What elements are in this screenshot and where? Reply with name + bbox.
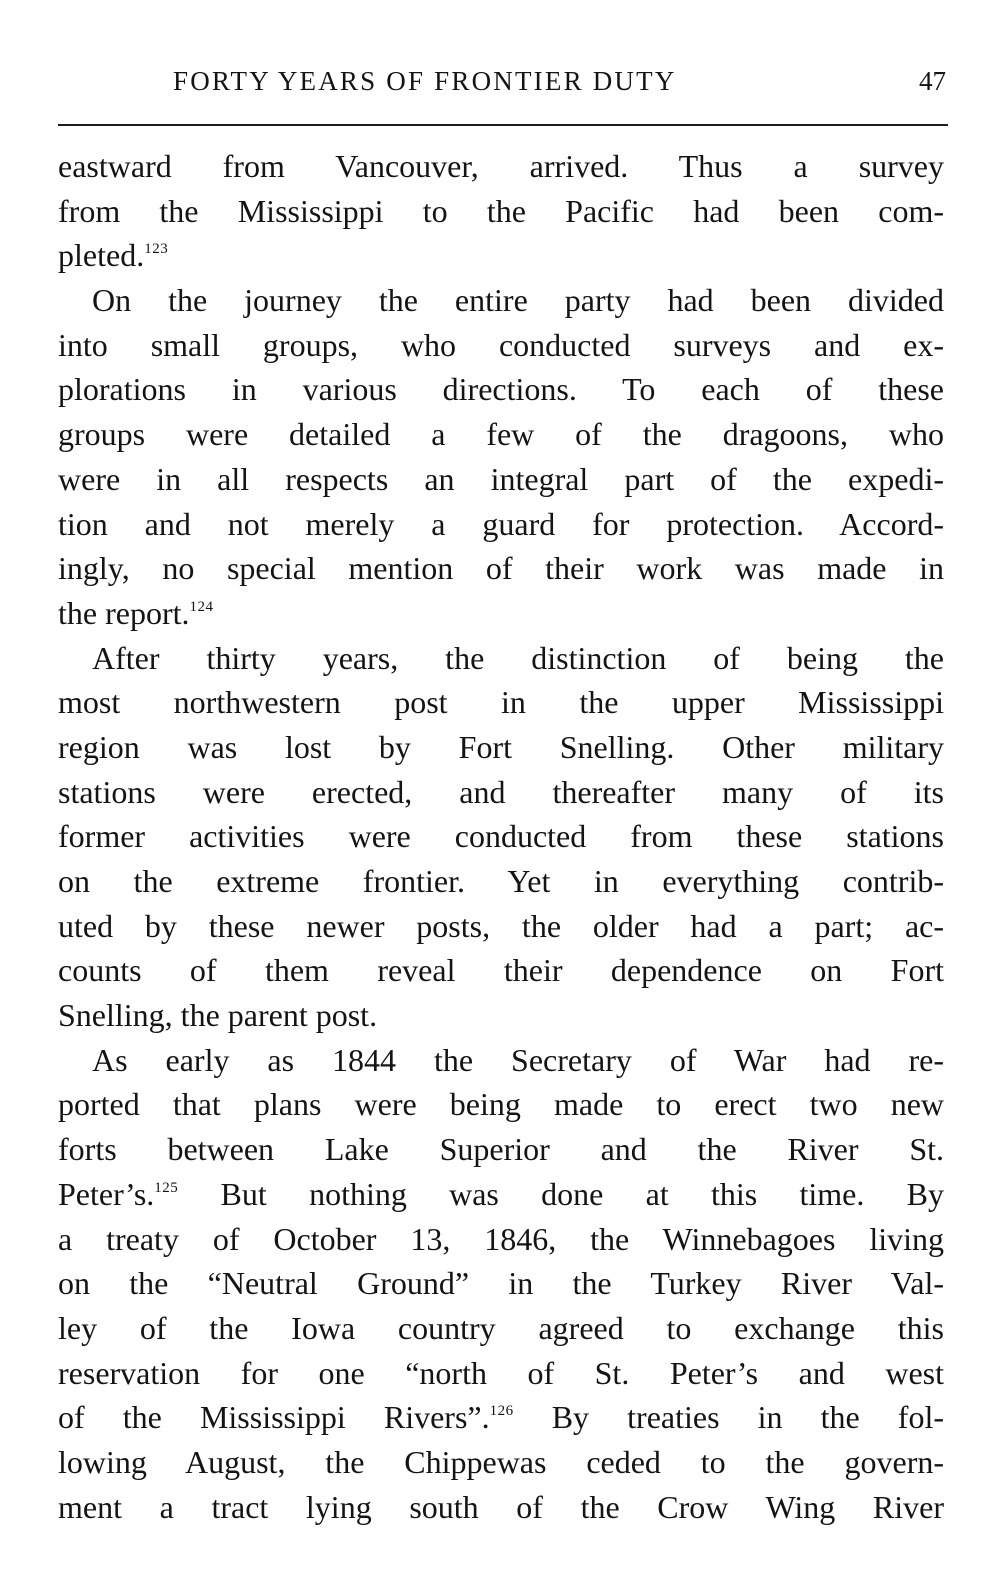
running-head [58, 66, 948, 106]
text-line: counts of them reveal their dependence on Fort [58, 952, 944, 989]
text-line: As early as 1844 the Secretary of War had re- [92, 1041, 944, 1078]
text-line: most northwestern post in the upper Mississippi [58, 684, 944, 721]
text-line [58, 591, 944, 636]
text-line: Snelling, the parent post. [58, 997, 378, 1034]
text-line: uted by these newer posts, the older had a part; ac- [58, 907, 944, 944]
text-line: stations were erected, and thereafter many of its [58, 773, 944, 810]
header-rule [58, 124, 948, 126]
footnote-ref-124: 124 [189, 598, 214, 615]
text-line [58, 233, 944, 278]
text-line [58, 1395, 944, 1440]
text-line: On the journey the entire party had been divided [92, 282, 944, 319]
line-text: But nothing was done at this time. By [178, 1175, 944, 1212]
text-line: a treaty of October 13, 1846, the Winnebagoes living [58, 1220, 944, 1257]
text-line: plorations in various directions. To each of these [58, 371, 944, 408]
footnote-ref-126: 126 [489, 1403, 514, 1420]
text-line: from the Mississippi to the Pacific had been com- [58, 192, 944, 229]
text-line: ment a tract lying south of the Crow Wing River [58, 1488, 944, 1525]
line-text: the report. [58, 594, 190, 631]
line-text: Peter’s. [58, 1175, 155, 1212]
text-line: forts between Lake Superior and the River St. [58, 1131, 944, 1168]
text-line: reservation for one “north of St. Peter’s and west [58, 1354, 944, 1391]
text-line: lowing August, the Chippewas ceded to the govern- [58, 1443, 944, 1480]
text-line: into small groups, who conducted surveys and ex- [58, 326, 944, 363]
text-line: ley of the Iowa country agreed to exchange this [58, 1309, 944, 1346]
footnote-ref-123: 123 [144, 241, 169, 258]
text-line: tion and not merely a guard for protection. Accord- [58, 505, 944, 542]
text-line: region was lost by Fort Snelling. Other military [58, 728, 944, 765]
body-text [58, 144, 944, 1529]
text-line: After thirty years, the distinction of being the [92, 639, 944, 676]
text-line: former activities were conducted from these stations [58, 818, 944, 855]
text-line: on the extreme frontier. Yet in everything contrib- [58, 863, 944, 899]
line-text: pleted. [58, 237, 145, 274]
line-text: By treaties in the fol- [513, 1399, 944, 1436]
text-line: on the “Neutral Ground” in the Turkey River Val- [58, 1265, 944, 1302]
page-number: 47 [919, 66, 946, 96]
line-text: of the Mississippi Rivers”. [58, 1399, 490, 1436]
text-line: were in all respects an integral part of the expedi- [58, 460, 944, 497]
text-line: ingly, no special mention of their work was made in [58, 550, 944, 587]
text-line: eastward from Vancouver, arrived. Thus a survey [58, 148, 944, 184]
running-title: FORTY YEARS OF FRONTIER DUTY [173, 66, 677, 96]
footnote-ref-125: 125 [154, 1179, 179, 1196]
text-line: ported that plans were being made to erect two new [58, 1086, 944, 1123]
text-line: groups were detailed a few of the dragoons, who [58, 416, 944, 453]
text-line [58, 1172, 944, 1217]
